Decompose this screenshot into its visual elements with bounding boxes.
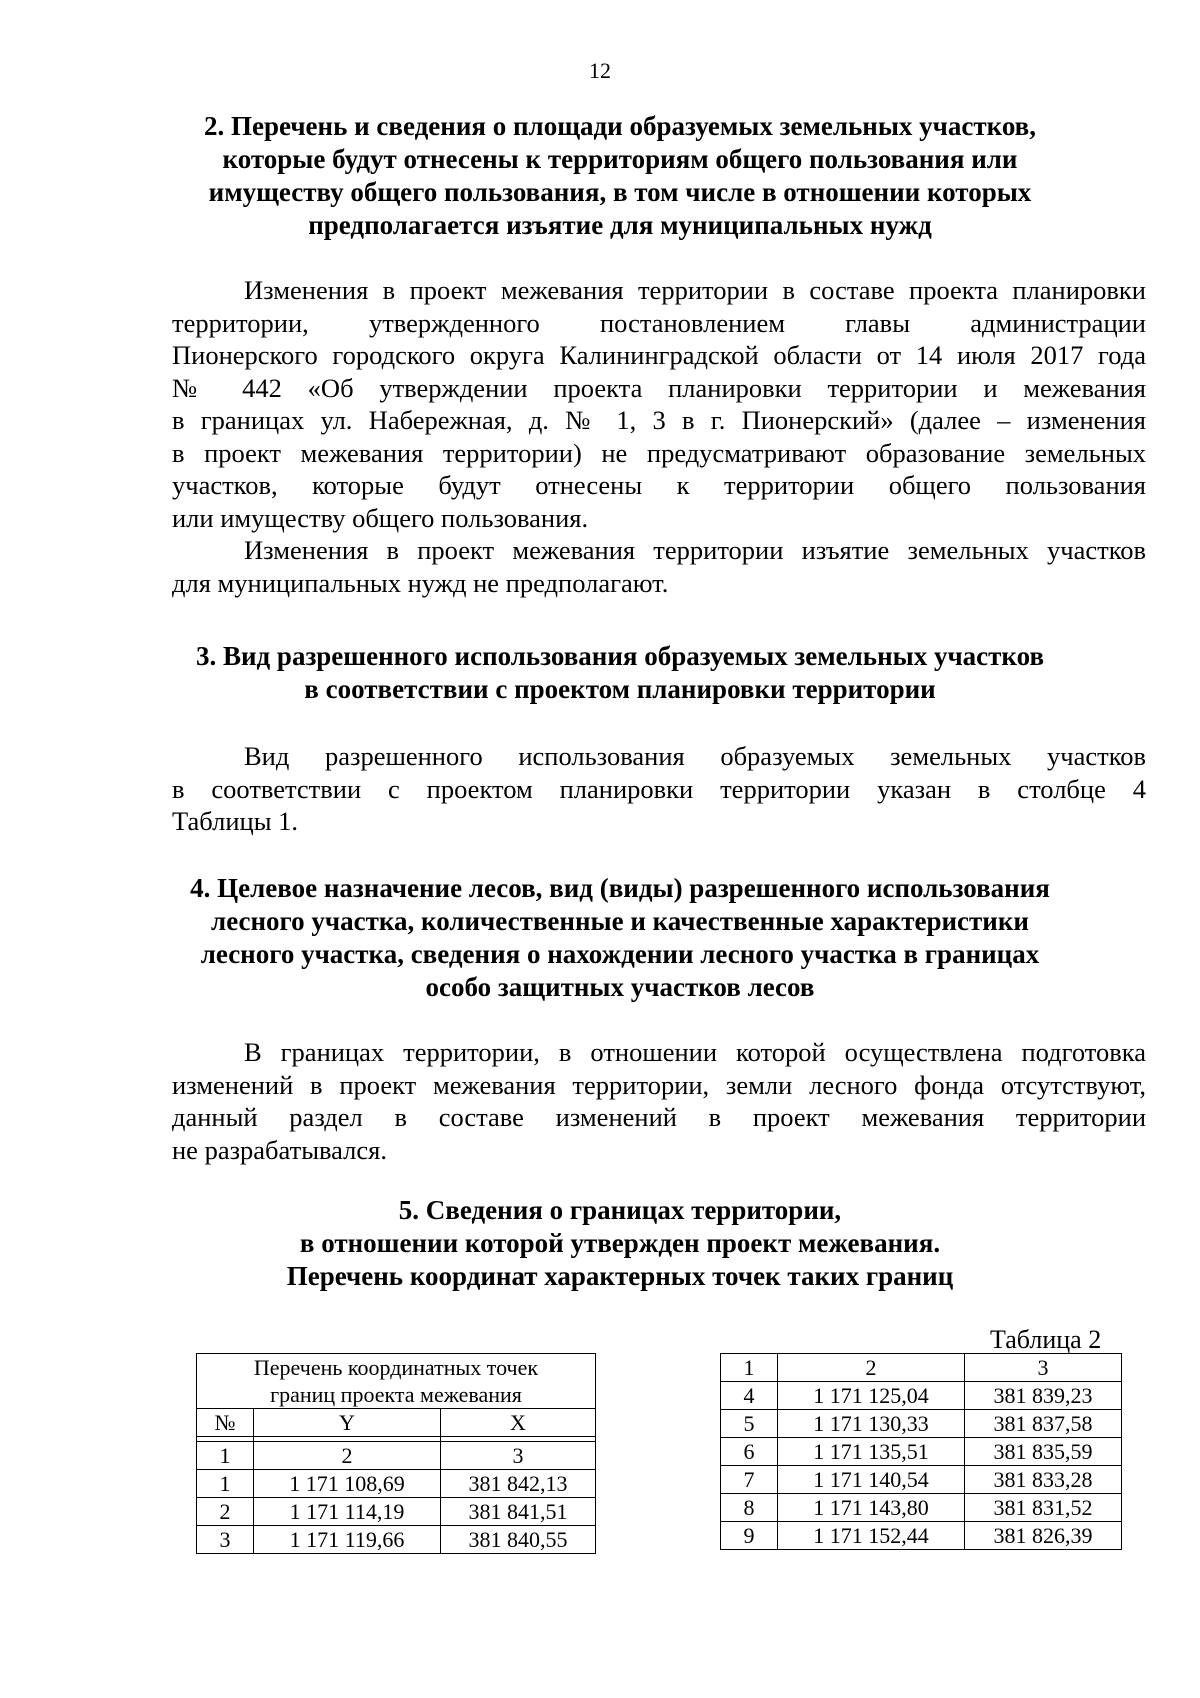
table-cell: 381 831,52 bbox=[965, 1494, 1122, 1522]
table-header-row bbox=[197, 1409, 596, 1437]
table-cell: 1 bbox=[197, 1470, 254, 1498]
table-cell: 381 842,13 bbox=[441, 1470, 596, 1498]
table-row bbox=[721, 1410, 1122, 1438]
table-caption: Таблица 2 bbox=[990, 1325, 1102, 1354]
heading-line: 5. Сведения о границах территории, bbox=[398, 1195, 842, 1225]
table-cell: 1 171 143,80 bbox=[778, 1494, 965, 1522]
table-cell: 2 bbox=[197, 1498, 254, 1526]
text-line: Пионерского городского округа Калининградской области от 14 июля 2017 года bbox=[172, 340, 1146, 370]
table-cell: 381 835,59 bbox=[965, 1438, 1122, 1466]
table-numbering-row bbox=[721, 1354, 1122, 1382]
column-header: X bbox=[441, 1409, 596, 1437]
text-line: не разрабатывался. bbox=[172, 1134, 387, 1165]
table-cell: 1 171 152,44 bbox=[778, 1522, 965, 1550]
table-cell: 381 841,51 bbox=[441, 1498, 596, 1526]
table-cell: 381 837,58 bbox=[965, 1410, 1122, 1438]
text-line: участков, которые будут отнесены к территории общего пользования bbox=[172, 470, 1146, 500]
coordinates-table-right bbox=[720, 1353, 1122, 1550]
heading-line: имуществу общего пользования, в том числе в отношении которых bbox=[208, 177, 1032, 207]
heading-line: лесного участка, количественные и качественные характеристики bbox=[211, 906, 1029, 936]
text-line: территории, утвержденного постановлением главы администрации bbox=[172, 307, 1146, 338]
heading-line: Перечень координат характерных точек таких границ bbox=[286, 1261, 954, 1291]
table-cell: 1 171 130,33 bbox=[778, 1410, 965, 1438]
text-line: Таблицы 1. bbox=[172, 806, 299, 836]
heading-line: предполагается изъятие для муниципальных нужд bbox=[308, 210, 932, 240]
table-cell: 1 171 135,51 bbox=[778, 1438, 965, 1466]
text-line: № 442 «Об утверждении проекта планировки территории и межевания bbox=[172, 372, 1146, 403]
column-header: № bbox=[197, 1409, 254, 1437]
table-title-line: границ проекта межевания bbox=[270, 1382, 522, 1407]
heading-line: которые будут отнесены к территориям общего пользования или bbox=[222, 144, 1018, 174]
table-row bbox=[721, 1522, 1122, 1550]
text-line: В границах территории, в отношении которой осуществлена подготовка bbox=[244, 1037, 1146, 1067]
section-5-heading bbox=[160, 1194, 1080, 1293]
heading-line: в соответствии с проектом планировки территории bbox=[304, 674, 936, 704]
table-cell: 381 826,39 bbox=[965, 1522, 1122, 1550]
table-cell: 5 bbox=[721, 1410, 778, 1438]
table-row bbox=[721, 1494, 1122, 1522]
table-cell: 7 bbox=[721, 1466, 778, 1494]
section-4-heading bbox=[160, 872, 1080, 1004]
table-cell: 1 171 108,69 bbox=[254, 1470, 441, 1498]
heading-line: особо защитных участков лесов bbox=[425, 972, 815, 1002]
text-line: в границах ул. Набережная, д. № 1, 3 в г. Пионерский» (далее – изменения bbox=[172, 405, 1146, 435]
text-line: Изменения в проект межевания территории в составе проекта планировки bbox=[244, 275, 1146, 305]
table-cell: 6 bbox=[721, 1438, 778, 1466]
table-row bbox=[721, 1382, 1122, 1410]
table-row bbox=[197, 1526, 596, 1554]
text-line: в проект межевания территории) не предусматривают образование земельных bbox=[172, 437, 1146, 468]
section-2-heading bbox=[160, 110, 1080, 242]
heading-line: 3. Вид разрешенного использования образуемых земельных участков bbox=[195, 641, 1045, 671]
table-cell: 3 bbox=[965, 1354, 1122, 1382]
table-cell: 381 833,28 bbox=[965, 1466, 1122, 1494]
heading-line: в отношении которой утвержден проект межевания. bbox=[299, 1228, 941, 1258]
section-4-paragraph-1 bbox=[172, 1036, 1146, 1166]
table-cell: 1 171 140,54 bbox=[778, 1466, 965, 1494]
text-line: изменений в проект межевания территории, земли лесного фонда отсутствуют, bbox=[172, 1069, 1146, 1100]
table-title bbox=[197, 1354, 596, 1409]
page-number: 12 bbox=[589, 58, 611, 83]
heading-line: 2. Перечень и сведения о площади образуемых земельных участков, bbox=[204, 111, 1036, 141]
text-line: для муниципальных нужд не предполагают. bbox=[172, 567, 669, 598]
section-2-paragraph-1 bbox=[172, 274, 1146, 534]
text-line: Изменения в проект межевания территории изъятие земельных участков bbox=[244, 535, 1146, 565]
table-cell: 1 171 119,66 bbox=[254, 1526, 441, 1554]
text-line: в соответствии с проектом планировки территории указан в столбце 4 bbox=[172, 773, 1146, 804]
table-cell: 381 840,55 bbox=[441, 1526, 596, 1554]
column-header: Y bbox=[254, 1409, 441, 1437]
table-cell: 381 839,23 bbox=[965, 1382, 1122, 1410]
table-cell: 1 bbox=[721, 1354, 778, 1382]
section-2-paragraph-2 bbox=[172, 534, 1146, 599]
table-row bbox=[721, 1438, 1122, 1466]
table-title-row bbox=[197, 1354, 596, 1409]
text-line: данный раздел в составе изменений в проект межевания территории bbox=[172, 1102, 1146, 1132]
coordinates-table-left bbox=[196, 1353, 596, 1554]
table-cell: 9 bbox=[721, 1522, 778, 1550]
table-cell: 2 bbox=[254, 1442, 441, 1470]
table-row bbox=[197, 1498, 596, 1526]
table-numbering-row bbox=[197, 1442, 596, 1470]
table-cell: 3 bbox=[441, 1442, 596, 1470]
section-3-heading bbox=[160, 640, 1080, 706]
table-cell: 4 bbox=[721, 1382, 778, 1410]
text-line: Вид разрешенного использования образуемых земельных участков bbox=[244, 741, 1146, 771]
table-cell: 1 171 125,04 bbox=[778, 1382, 965, 1410]
text-line: или имуществу общего пользования. bbox=[172, 502, 589, 533]
table-cell: 8 bbox=[721, 1494, 778, 1522]
heading-line: лесного участка, сведения о нахождении лесного участка в границах bbox=[200, 939, 1040, 969]
table-cell: 1 171 114,19 bbox=[254, 1498, 441, 1526]
section-3-paragraph-1 bbox=[172, 740, 1146, 838]
table-title-line: Перечень координатных точек bbox=[253, 1355, 539, 1380]
table-cell: 1 bbox=[197, 1442, 254, 1470]
table-cell: 3 bbox=[197, 1526, 254, 1554]
table-row bbox=[721, 1466, 1122, 1494]
table-cell: 2 bbox=[778, 1354, 965, 1382]
heading-line: 4. Целевое назначение лесов, вид (виды) разрешенного использования bbox=[190, 873, 1050, 903]
table-row bbox=[197, 1470, 596, 1498]
